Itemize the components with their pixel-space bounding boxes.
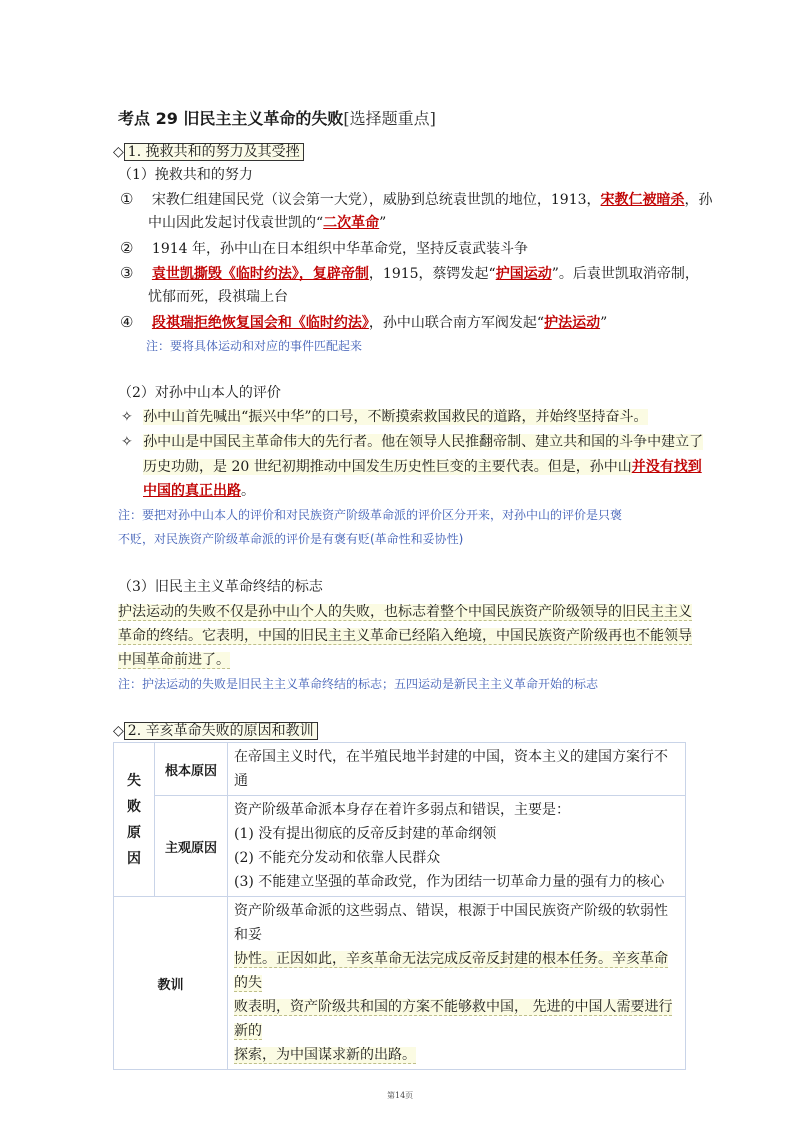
lesson-line	[234, 947, 679, 995]
table-row-subjective	[114, 796, 686, 897]
item-1-text: 宋教仁组建国民党（议会第一大党），威胁到总统袁世凯的地位，1913，	[151, 192, 601, 208]
note-3: 注：护法运动的失败是旧民主主义革命终结的标志；五四运动是新民主主义革命开始的标志	[118, 677, 599, 691]
lesson-line	[234, 1043, 679, 1067]
termination-line2	[118, 625, 692, 647]
evaluation-2-line3-post: 。	[241, 483, 255, 499]
page-number: 第14页	[387, 1091, 414, 1100]
fail-label-char: 因	[127, 850, 141, 867]
table-row-root	[114, 743, 686, 796]
topic-title	[118, 106, 436, 129]
root-cause-label: 根本原因	[155, 743, 228, 796]
lesson-line-text: 败表明，资产阶级共和国的方案不能够救中国， 先进的中国人需要进行新的	[234, 999, 673, 1039]
item-4-mid: ，孙中山联合南方军阀发起“	[368, 315, 545, 331]
evaluation-2-line2-text: 历史功勋，是 20 世纪初期推动中国发生历史性巨变的主要代表。但是，孙中山	[143, 459, 632, 475]
item-3-post: ”。后袁世凯取消帝制，	[551, 266, 699, 282]
item-4	[120, 311, 607, 334]
evaluation-2-line3-red: 中国的真正出路	[143, 483, 241, 499]
item-1-red: 宋教仁被暗杀	[600, 192, 685, 208]
fail-label-char: 败	[127, 798, 141, 815]
lesson-line	[234, 995, 679, 1043]
section-2-heading-box: 2. 辛亥革命失败的原因和教训	[124, 722, 318, 740]
root-cause-text: 在帝国主义时代，在半殖民地半封建的中国，资本主义的建国方案行不通	[228, 743, 686, 796]
item-1-line2-red: 二次革命	[323, 215, 380, 231]
subheading-2: （2）对孙中山本人的评价	[118, 385, 281, 401]
evaluation-2-line1: 孙中山是中国民主革命伟大的先行者。他在领导人民推翻帝制、建立共和国的斗争中建立了	[143, 434, 704, 450]
item-3-red1: 袁世凯撕毁《临时约法》，复辟帝制	[151, 266, 369, 282]
item-2-number: ②	[120, 239, 134, 257]
evaluation-2-line3	[143, 480, 255, 502]
item-4-red1: 段祺瑞拒绝恢复国会和《临时约法》	[151, 315, 369, 331]
section-1-heading	[113, 141, 304, 161]
item-1-line2	[148, 212, 386, 234]
fail-label-char: 失	[127, 772, 141, 789]
item-4-red2: 护法运动	[544, 315, 601, 331]
lesson-cell	[228, 897, 686, 1070]
lesson-line-text: 协性。正因如此，辛亥革命无法完成反帝反封建的根本任务。辛亥革命的失	[234, 951, 668, 991]
item-2-text: 1914 年，孙中山在日本组织中华革命党，坚持反袁武装斗争	[151, 241, 528, 257]
diamond-icon: ◇	[113, 723, 124, 739]
sparkle-icon: ✧	[121, 409, 133, 425]
evaluation-1	[121, 406, 648, 428]
subjective-item: (3) 不能建立坚强的革命政党，作为团结一切革命力量的强有力的核心	[234, 874, 665, 890]
subjective-item: (2) 不能充分发动和依靠人民群众	[234, 850, 441, 866]
failure-reasons-table	[113, 742, 686, 1070]
topic-title-main: 考点 29 旧民主主义革命的失败	[118, 109, 344, 128]
note-2-line1: 注：要把对孙中山本人的评价和对民族资产阶级革命派的评价区分开来，对孙中山的评价是只褒	[118, 508, 623, 522]
item-4-post: ”	[600, 315, 608, 331]
evaluation-2	[121, 431, 703, 453]
item-3-mid: ，1915，蔡锷发起“	[368, 266, 496, 282]
item-1-line2-text: 中山因此发起讨伐袁世凯的“	[148, 215, 324, 231]
fail-label-char: 原	[127, 824, 141, 841]
termination-line1	[118, 601, 692, 623]
section-2-heading	[113, 720, 318, 740]
diamond-icon: ◇	[113, 144, 124, 160]
item-1-number: ①	[120, 190, 134, 208]
table-row-lesson	[114, 897, 686, 1070]
item-4-number: ④	[120, 313, 134, 331]
subjective-cause-cell	[228, 796, 686, 897]
item-1-post: ，孙	[684, 192, 713, 208]
evaluation-2-line2	[143, 456, 702, 478]
sparkle-icon: ✧	[121, 434, 133, 450]
subjective-intro: 资产阶级革命派本身存在着许多弱点和错误，主要是：	[234, 802, 570, 818]
item-3-red2: 护国运动	[495, 266, 552, 282]
subheading-1: （1）挽救共和的努力	[118, 167, 253, 183]
lesson-line-text: 探索，为中国谋求新的出路。	[234, 1047, 416, 1063]
termination-line3	[118, 649, 230, 671]
lesson-line: 资产阶级革命派的这些弱点、错误，根源于中国民族资产阶级的软弱性和妥	[234, 903, 668, 943]
topic-title-tag: [选择题重点]	[343, 109, 436, 128]
item-2	[120, 237, 528, 260]
item-3-number: ③	[120, 264, 134, 282]
subheading-3: （3）旧民主主义革命终结的标志	[118, 579, 323, 595]
termination-line2-text: 革命的终结。它表明，中国的旧民主主义革命已经陷入绝境，中国民族资产阶级再也不能领导	[118, 628, 692, 644]
subjective-item: (1) 没有提出彻底的反帝反封建的革命纲领	[234, 826, 497, 842]
termination-line1-text: 护法运动的失败不仅是孙中山个人的失败，也标志着整个中国民族资产阶级领导的旧民主主义	[118, 604, 692, 620]
evaluation-1-text: 孙中山首先喊出“振兴中华”的口号，不断摸索救国救民的道路，并始终坚持奋斗。	[143, 409, 648, 425]
note-2-line2: 不贬，对民族资产阶级革命派的评价是有褒有贬(革命性和妥协性)	[118, 532, 464, 546]
item-3-line2: 忧郁而死，段祺瑞上台	[148, 289, 288, 305]
item-3	[120, 262, 699, 285]
fail-reasons-label	[114, 743, 155, 897]
note-1: 注：要将具体运动和对应的事件匹配起来	[146, 339, 363, 353]
subjective-cause-label: 主观原因	[155, 796, 228, 897]
item-1-line2-post: ”	[379, 215, 387, 231]
section-1-heading-box: 1. 挽救共和的努力及其受挫	[124, 143, 304, 161]
lesson-label: 教训	[114, 897, 228, 1070]
evaluation-2-line2-red: 并没有找到	[631, 459, 702, 475]
item-1	[120, 188, 713, 211]
termination-line3-text: 中国革命前进了。	[118, 652, 230, 668]
